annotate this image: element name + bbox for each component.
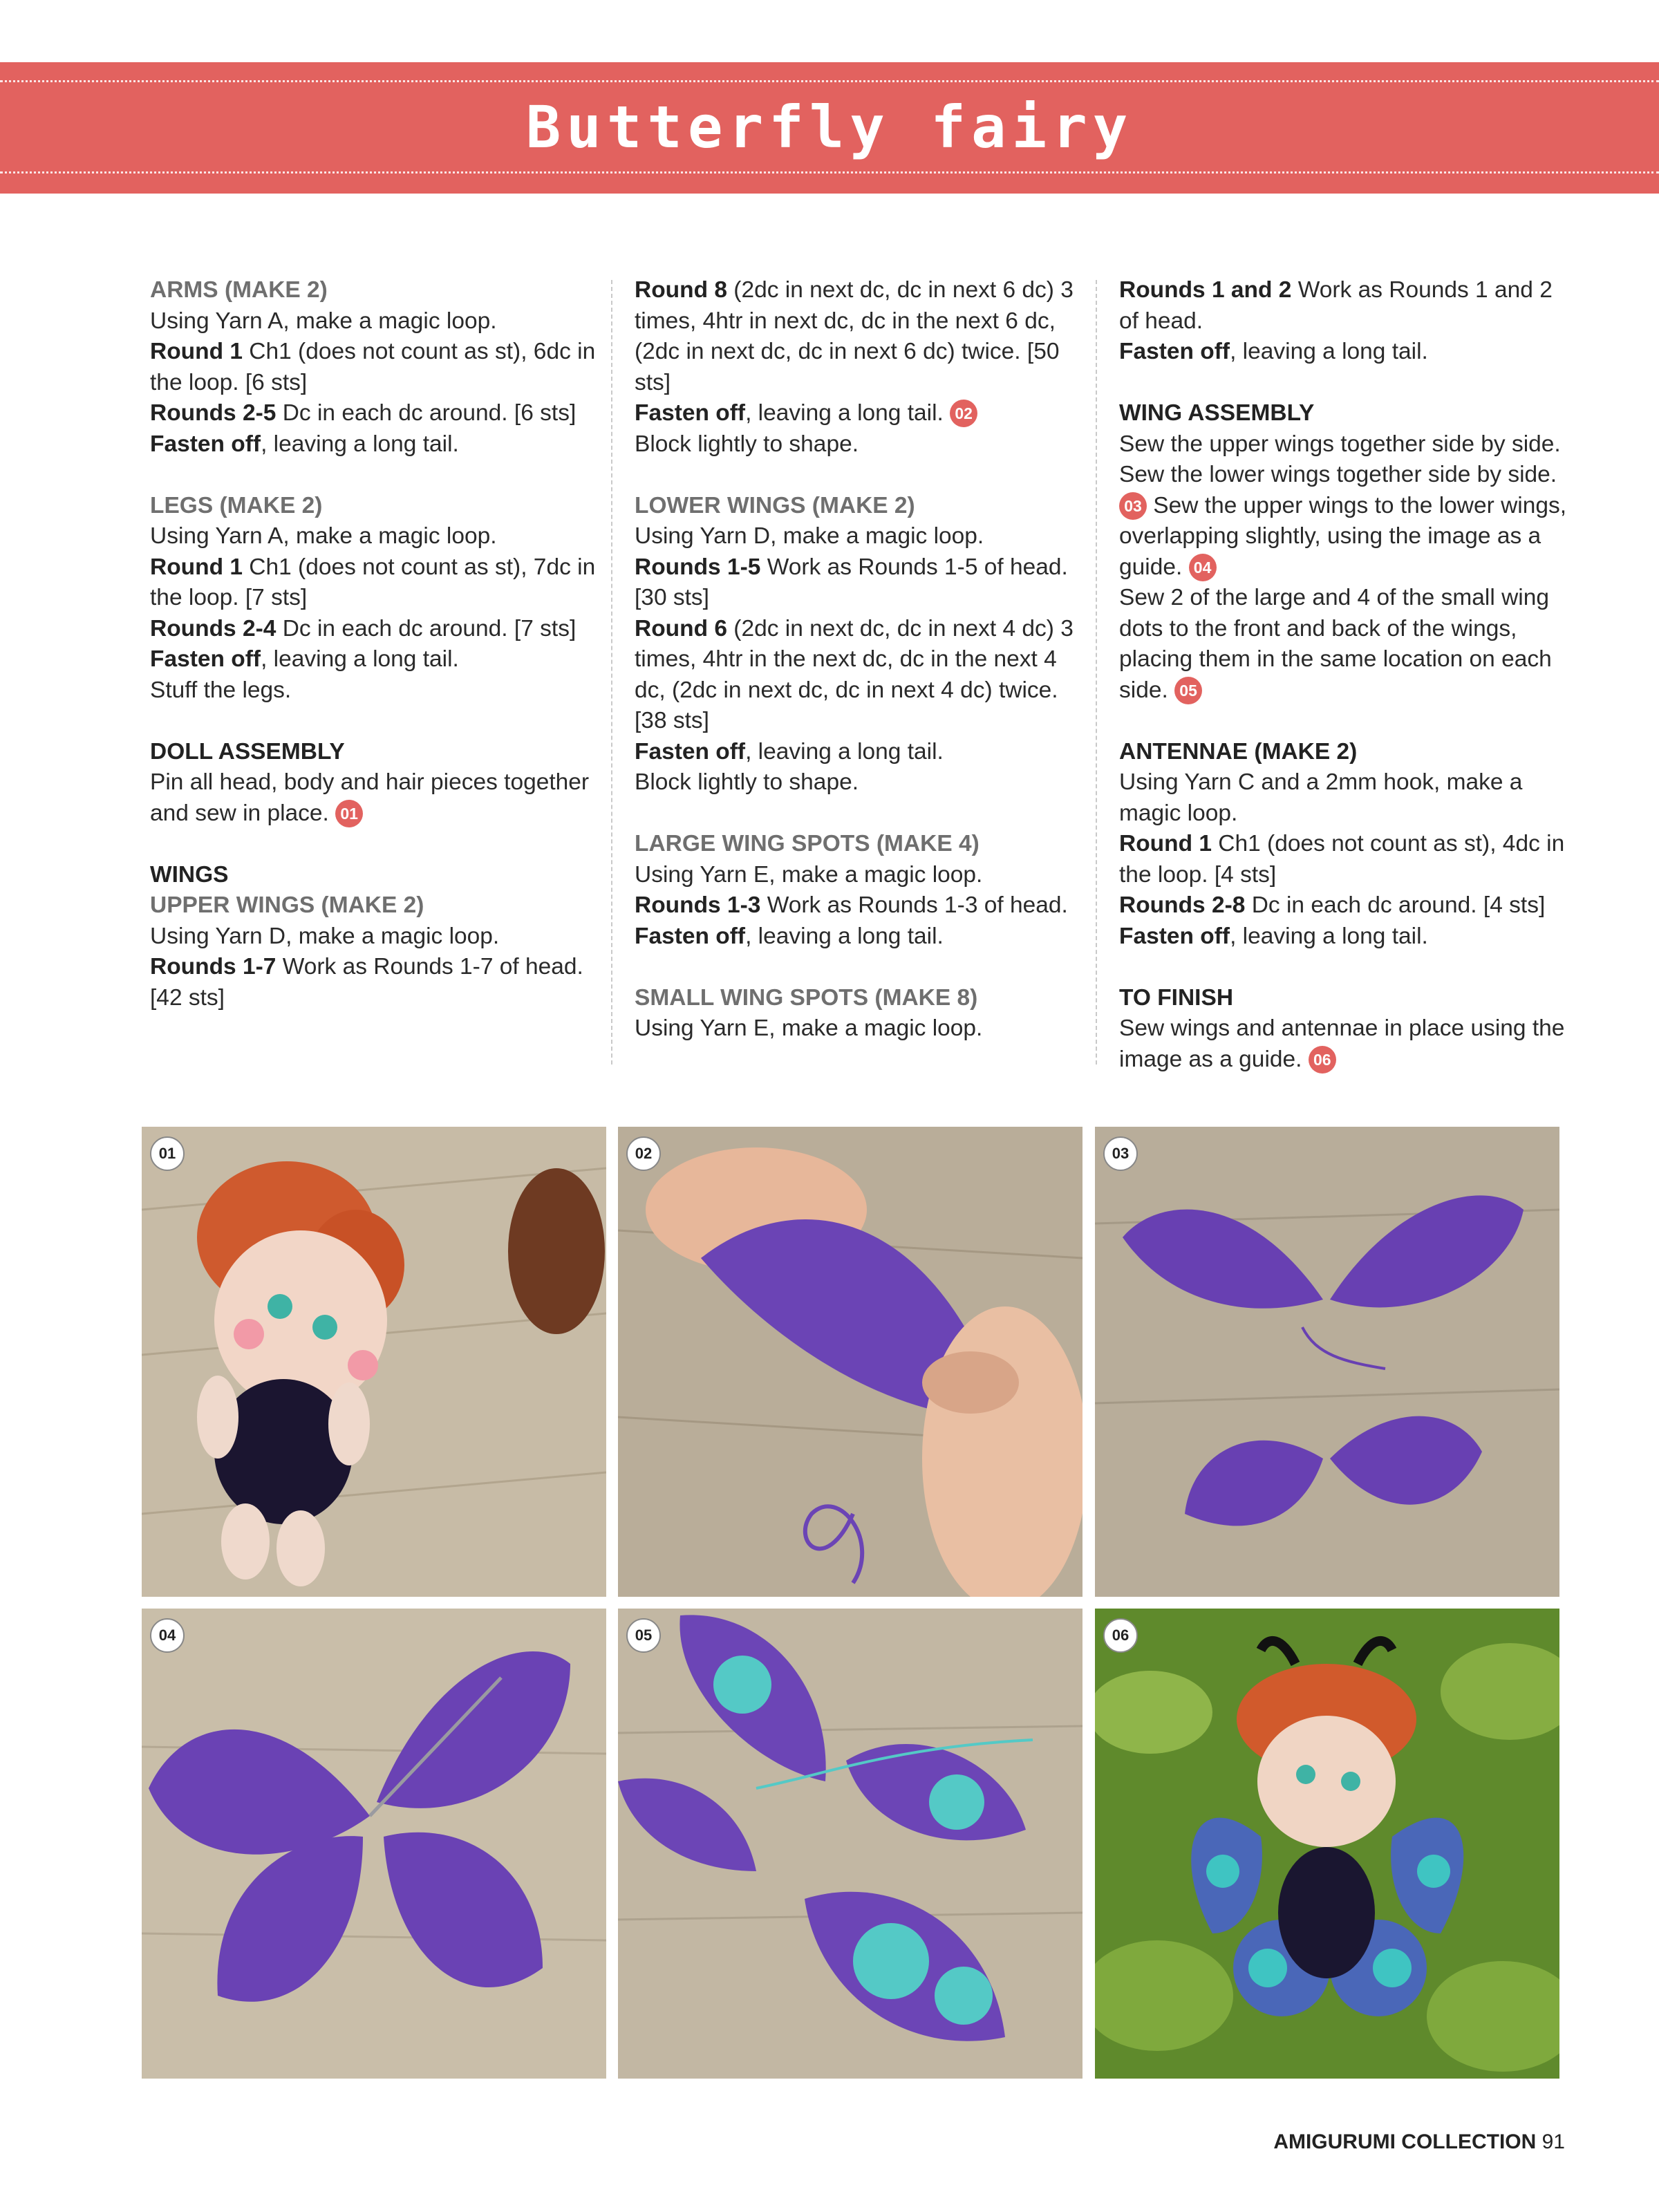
instructions-column-1 [150, 275, 599, 1044]
photo-01-doll-assembled [142, 1127, 606, 1597]
wings-section [150, 860, 599, 1014]
section-heading: ARMS (MAKE 2) [150, 277, 328, 303]
section-heading: WINGS [150, 861, 229, 888]
large-wing-spots-section [635, 829, 1084, 952]
fasten-off-label: Fasten off [150, 431, 261, 457]
fasten-off-label: Fasten off [1119, 339, 1230, 364]
page-footer [1273, 2130, 1565, 2154]
step-marker: 01 [335, 800, 363, 827]
finish-section [1119, 983, 1568, 1076]
fasten-off-label: Fasten off [635, 738, 746, 765]
instruction-text: Block lightly to shape. [635, 431, 859, 457]
instruction-text: , leaving a long tail. [745, 738, 944, 765]
column-divider [611, 280, 612, 1065]
wing-assembly-section [1119, 398, 1568, 706]
photo-04-wings-joined [142, 1609, 606, 2079]
instruction-text: , leaving a long tail. [261, 646, 459, 672]
instruction-text: Using Yarn D, make a magic loop. [635, 523, 984, 549]
instruction-text: Work as Rounds 1-5 of head. [30 sts] [635, 554, 1068, 610]
instruction-text: , leaving a long tail. [1230, 923, 1428, 949]
antennae-section [1119, 737, 1568, 953]
photo-03-wings-sewn-pairs [1095, 1127, 1559, 1597]
section-heading: DOLL ASSEMBLY [150, 738, 345, 765]
round-label: Rounds 2-4 [150, 615, 276, 641]
column-divider [1096, 280, 1097, 1065]
page-number: 91 [1541, 2130, 1565, 2153]
step-marker: 04 [1189, 554, 1217, 581]
instruction-text: Using Yarn E, make a magic loop. [635, 861, 983, 888]
instruction-text: Using Yarn A, make a magic loop. [150, 308, 497, 334]
instruction-text: Sew wings and antennae in place using the image as a guide. [1119, 1015, 1565, 1072]
instruction-text: Using Yarn A, make a magic loop. [150, 523, 497, 549]
section-heading: LOWER WINGS (MAKE 2) [635, 492, 915, 518]
instruction-text: Block lightly to shape. [635, 769, 859, 795]
instruction-text: Using Yarn D, make a magic loop. [150, 923, 500, 949]
section-heading: TO FINISH [1119, 984, 1234, 1011]
instruction-text: (2dc in next dc, dc in next 4 dc) 3 times, 4htr in the next dc, dc in the next 4 dc, (2dc in next dc, dc in next 4 dc) twice. [38 sts] [635, 615, 1074, 733]
upper-wings-continued [635, 275, 1084, 460]
page-title: Butterfly fairy [525, 93, 1134, 161]
round-label: Round 1 [150, 554, 243, 580]
instructions-column-2 [635, 275, 1084, 1075]
instruction-text: , leaving a long tail. [261, 431, 459, 457]
section-heading: LARGE WING SPOTS (MAKE 4) [635, 831, 980, 856]
instruction-text: Sew 2 of the large and 4 of the small wing dots to the front and back of the wings, placing them in the same location on each side. [1119, 585, 1552, 703]
fasten-off-label: Fasten off [150, 646, 261, 672]
photo-06-finished-butterfly-fairy [1095, 1609, 1559, 2079]
instruction-text: , leaving a long tail. [1230, 339, 1428, 364]
banner-dotted-rule-top [0, 80, 1659, 82]
instruction-text: Sew the upper wings to the lower wings, overlapping slightly, using the image as a guide. [1119, 492, 1567, 580]
legs-section [150, 491, 599, 706]
step-marker: 03 [1119, 492, 1147, 520]
instruction-text: Dc in each dc around. [6 sts] [276, 400, 577, 426]
fasten-off-label: Fasten off [1119, 923, 1230, 949]
photo-step-badge: 01 [150, 1136, 185, 1171]
instruction-text: Stuff the legs. [150, 677, 292, 703]
photo-step-badge: 06 [1103, 1618, 1138, 1653]
instruction-text: Ch1 (does not count as st), 7dc in the loop. [7 sts] [150, 554, 596, 610]
photo-step-badge: 02 [626, 1136, 661, 1171]
instruction-text: Ch1 (does not count as st), 6dc in the loop. [6 sts] [150, 339, 596, 395]
subsection-heading: UPPER WINGS (MAKE 2) [150, 892, 424, 918]
round-label: Rounds 1 and 2 [1119, 277, 1292, 303]
round-label: Rounds 2-5 [150, 400, 276, 426]
fasten-off-label: Fasten off [635, 400, 746, 426]
instruction-text: Using Yarn E, make a magic loop. [635, 1015, 983, 1041]
round-label: Round 8 [635, 277, 727, 303]
instruction-text: Work as Rounds 1 and 2 of head. [1119, 277, 1553, 334]
title-banner [0, 62, 1659, 194]
round-label: Round 1 [1119, 831, 1212, 856]
instruction-text: Sew the upper wings together side by side. Sew the lower wings together side by side. [1119, 431, 1561, 487]
round-label: Rounds 1-7 [150, 954, 276, 980]
round-label: Rounds 1-5 [635, 554, 761, 580]
small-spots-continued [1119, 275, 1568, 368]
round-label: Round 6 [635, 615, 727, 641]
section-heading: WING ASSEMBLY [1119, 400, 1315, 426]
doll-assembly-section [150, 737, 599, 830]
photo-step-badge: 05 [626, 1618, 661, 1653]
step-marker: 05 [1174, 677, 1202, 704]
instruction-text: Work as Rounds 1-3 of head. [760, 892, 1068, 918]
instruction-text: Pin all head, body and hair pieces together and sew in place. [150, 769, 590, 826]
magazine-title: AMIGURUMI COLLECTION [1273, 2130, 1537, 2153]
round-label: Round 1 [150, 339, 243, 364]
instruction-text: (2dc in next dc, dc in next 6 dc) 3 times, 4htr in next dc, dc in the next 6 dc, (2dc in next dc, dc in next 6 dc) twice. [50 sts] [635, 277, 1074, 395]
fasten-off-label: Fasten off [635, 923, 746, 949]
instruction-text: Using Yarn C and a 2mm hook, make a magic loop. [1119, 769, 1523, 826]
section-heading: LEGS (MAKE 2) [150, 492, 323, 518]
instruction-text: Dc in each dc around. [7 sts] [276, 615, 577, 641]
instruction-text: , leaving a long tail. [745, 400, 950, 426]
instruction-text: Ch1 (does not count as st), 4dc in the loop. [4 sts] [1119, 831, 1565, 888]
photo-05-wing-spots [618, 1609, 1082, 2079]
lower-wings-section [635, 491, 1084, 798]
small-wing-spots-section [635, 983, 1084, 1044]
banner-dotted-rule-bottom [0, 171, 1659, 174]
section-heading: ANTENNAE (MAKE 2) [1119, 738, 1358, 765]
photo-step-badge: 04 [150, 1618, 185, 1653]
step-marker: 02 [950, 400, 977, 427]
instruction-text: , leaving a long tail. [745, 923, 944, 949]
arms-section [150, 275, 599, 460]
instructions-column-3 [1119, 275, 1568, 1106]
round-label: Rounds 2-8 [1119, 892, 1246, 918]
instruction-text: Dc in each dc around. [4 sts] [1245, 892, 1546, 918]
photo-02-upper-wing [618, 1127, 1082, 1597]
section-heading: SMALL WING SPOTS (MAKE 8) [635, 984, 978, 1011]
instruction-text: Work as Rounds 1-7 of head. [42 sts] [150, 954, 583, 1011]
round-label: Rounds 1-3 [635, 892, 761, 918]
photo-step-badge: 03 [1103, 1136, 1138, 1171]
step-marker: 06 [1309, 1046, 1336, 1074]
